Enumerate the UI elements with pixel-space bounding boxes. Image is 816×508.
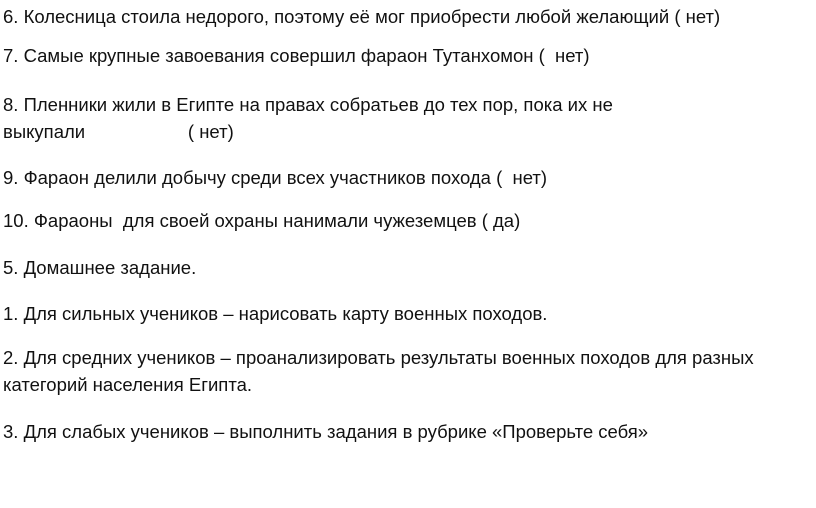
text-line-task-2-cont: категорий населения Египта. <box>3 374 253 395</box>
text-line-homework-heading: 5. Домашнее задание. <box>3 257 197 278</box>
text-line-item-8: 8. Пленники жили в Египте на правах собратьев до тех пор, пока их не <box>3 94 613 115</box>
text-line-item-6: 6. Колесница стоила недорого, поэтому её мог приобрести любой желающий ( нет) <box>3 6 721 27</box>
text-line-item-8-cont: выкупали ( нет) <box>3 121 234 142</box>
text-line-item-7: 7. Самые крупные завоевания совершил фараон Тутанхомон ( нет) <box>3 45 590 66</box>
text-line-task-2: 2. Для средних учеников – проанализировать результаты военных походов для разных <box>3 347 754 368</box>
text-line-task-3: 3. Для слабых учеников – выполнить задания в рубрике «Проверьте себя» <box>3 421 649 442</box>
text-line-task-1: 1. Для сильных учеников – нарисовать карту военных походов. <box>3 303 548 324</box>
text-line-item-10: 10. Фараоны для своей охраны нанимали чужеземцев ( да) <box>3 210 521 231</box>
text-line-item-9: 9. Фараон делили добычу среди всех участников похода ( нет) <box>3 167 548 188</box>
